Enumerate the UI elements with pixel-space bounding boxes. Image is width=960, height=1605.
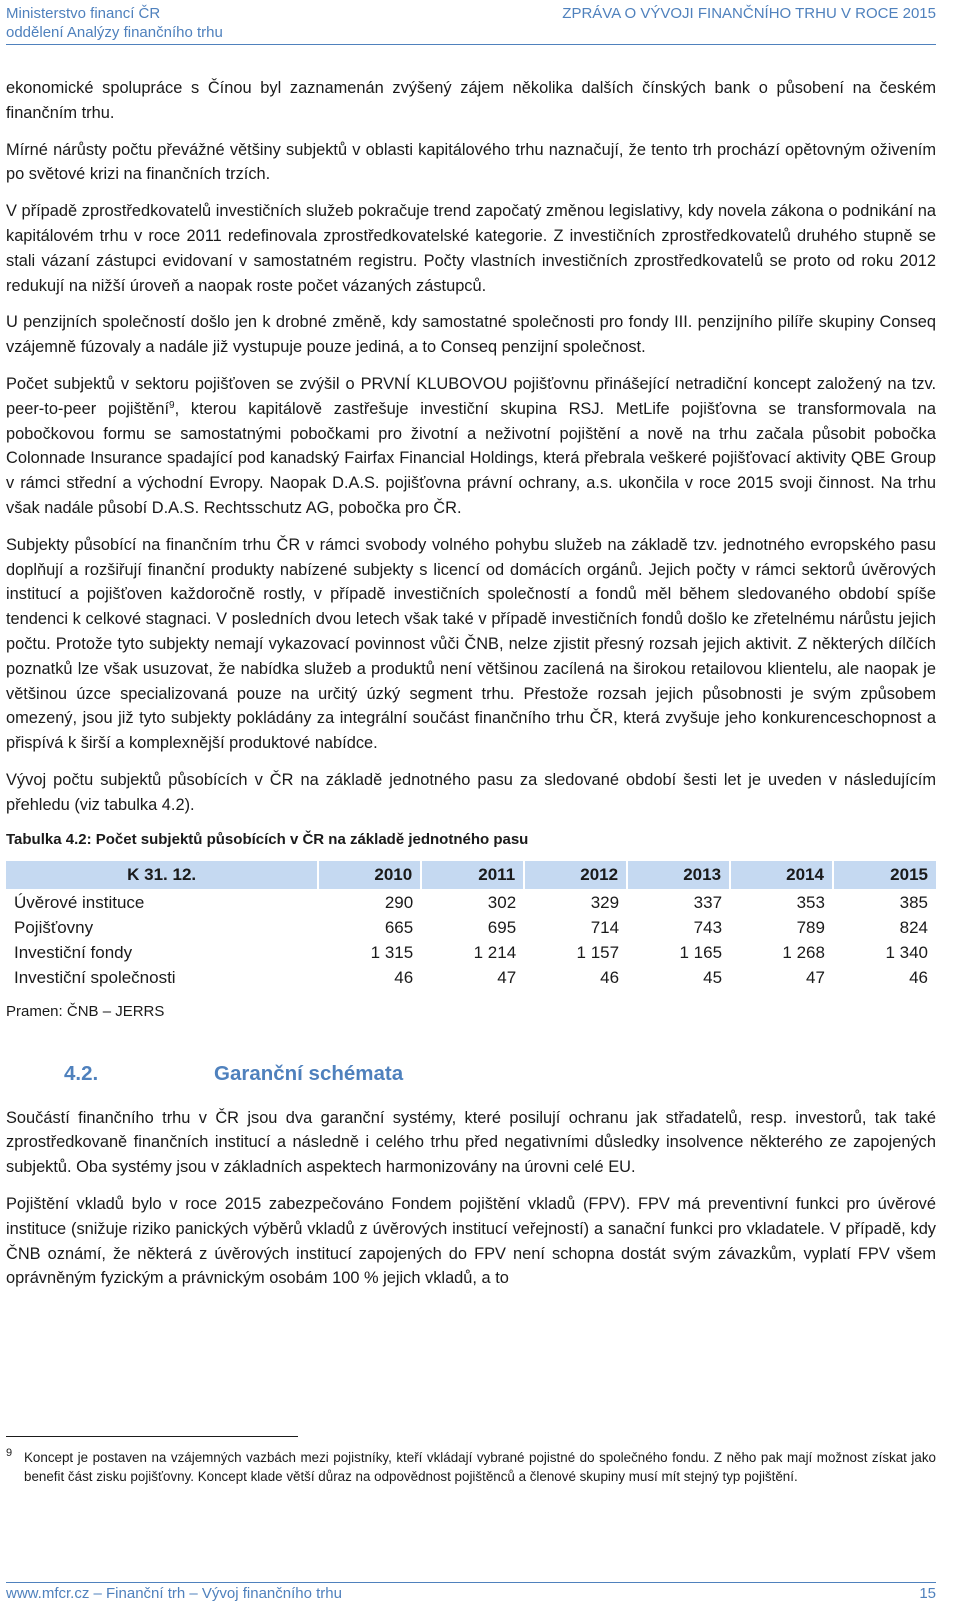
table-row	[6, 966, 936, 991]
table-row	[6, 890, 936, 916]
table-header-cell: 2011	[421, 860, 524, 890]
paragraph-pension-companies: U penzijních společností došlo jen k drobné změně, kdy samostatné společnosti pro fondy III. penzijního pilíře skupiny Conseq vzájemně fúzovaly a nadále již vystupuje pouze jediná, a to Conseq penzijní společnost.	[6, 313, 936, 357]
table-cell: 665	[384, 918, 414, 938]
table-cell: 1 268	[782, 943, 825, 963]
table-header-cell: 2012	[524, 860, 627, 890]
page-content	[6, 76, 936, 1303]
table-cell: 714	[590, 918, 620, 938]
table-cell: 1 315	[370, 943, 414, 963]
table-header-cell: 2010	[318, 860, 421, 890]
passport-entities-table	[6, 860, 936, 991]
paragraph-china-banks: ekonomické spolupráce s Čínou byl zaznamenán zvýšený zájem několika dalších čínských bank o působení na českém finančním trhu.	[6, 79, 936, 122]
table-cell: 46	[394, 968, 414, 988]
page-header	[6, 2, 936, 45]
insurers-text-a: Počet subjektů v sektoru pojišťoven se zvýšil o PRVNÍ KLUBOVOU pojišťovnu přinášející netradiční koncept založený na tzv. peer-to-peer pojištění	[6, 374, 936, 418]
table-cell: 290	[384, 893, 414, 913]
table-cell: 46	[600, 968, 620, 988]
table-cell: 743	[693, 918, 723, 938]
table-cell: 47	[806, 968, 825, 988]
insurers-text-b: , kterou kapitálově zastřešuje investiční skupina RSJ. MetLife pojišťovna se transformovala na pobočkovou formu se samostatnými pobočkami pro životní a neživotní pojištění a nově na trhu začala působit pobočka Colonnade Insurance spadající pod kanadský Fairfax Financial Holdings, která přebrala veškeré pojišťovací aktivity QBE Group v rámci střední a východní Evropy. Naopak D.A.S. pojišťovna právní ochrany, a.s. ukončila v roce 2015 svoji činnost. Na trhu však nadále působí D.A.S. Rechtsschutz AG, pobočka pro ČR.	[6, 399, 936, 517]
table-header-row	[6, 860, 936, 890]
paragraph-insurers	[6, 372, 936, 521]
table-cell: 1 340	[885, 943, 928, 963]
table-cell: 47	[497, 968, 517, 988]
paragraph-capital-market: Mírné nárůsty počtu převážné většiny subjektů v oblasti kapitálového trhu naznačují, že tento trh prochází opětovným oživením po světové krizi na finančních trzích.	[6, 140, 936, 184]
section-number: 4.2.	[64, 1061, 99, 1085]
table-cell: Investiční společnosti	[14, 968, 176, 988]
table-cell: 385	[899, 893, 928, 913]
table-cell: Pojišťovny	[14, 918, 94, 938]
footnote-text: Koncept je postaven na vzájemných vazbách mezi pojistníky, kteří vkládají vybrané pojistné do společného fondu. Z něho pak mají možnost získat jako benefit část zisku pojišťovny. Koncept klade větší důraz na odpovědnost pojištěnců a členové skupiny musí mít stejný typ pojištění.	[24, 1450, 936, 1484]
table-row	[6, 941, 936, 966]
table-cell: 789	[796, 918, 825, 938]
table-cell: 695	[487, 918, 517, 938]
page-footer	[6, 1582, 936, 1603]
table-cell: 1 214	[473, 943, 517, 963]
header-report-title: ZPRÁVA O VÝVOJI FINANČNÍHO TRHU V ROCE 2015	[562, 5, 936, 22]
table-cell: 45	[703, 968, 723, 988]
table-cell: Investiční fondy	[14, 943, 133, 963]
table-cell: 1 157	[576, 943, 620, 963]
paragraph-intermediaries: V případě zprostředkovatelů investičních služeb pokračuje trend započatý změnou legislativy, kdy novela zákona o podnikání na kapitálovém trhu v roce 2011 redefinovala zprostředkovatelské kategorie. Z investičních zprostředkovatelů druhého stupně se stali vázaní zástupci evidovaní v samostatném registru. Počty vlastních investičních zprostředkovatelů se proto od roku 2012 redukují na nižší úroveň a naopak roste počet vázaných zástupců.	[6, 202, 936, 295]
table-cell: 337	[693, 893, 723, 913]
table-cell: 353	[796, 893, 825, 913]
table-row	[6, 916, 936, 941]
table-cell: 302	[487, 893, 517, 913]
header-ministry: Ministerstvo financí ČR	[6, 5, 161, 22]
paragraph-deposit-insurance: Pojištění vkladů bylo v roce 2015 zabezpečováno Fondem pojištění vkladů (FPV). FPV má preventivní funkci pro úvěrové instituce (snižuje riziko panických výběrů vkladů z úvěrových institucí veřejností) a sanační funkci pro vkladatele. V případě, kdy ČNB oznámí, že některá z úvěrových institucí zapojených do FPV není schopna dostát svým závazkům, vyplatí FPV všem oprávněným fyzickým a právnickým osobám 100 % jejich vkladů, a to	[6, 1194, 936, 1288]
table-header-cell: 2015	[833, 860, 936, 890]
table-cell: 46	[909, 968, 928, 988]
footnote-number: 9	[6, 1447, 13, 1459]
table-cell: 329	[590, 893, 620, 913]
table-caption: Tabulka 4.2: Počet subjektů působících v ČR na základě jednotného pasu	[6, 830, 529, 848]
table-header-cell: 2014	[730, 860, 833, 890]
table-cell: Úvěrové instituce	[14, 893, 145, 913]
footnote-separator	[6, 1436, 298, 1437]
table-header-cell: 2013	[627, 860, 730, 890]
footer-link[interactable]: www.mfcr.cz – Finanční trh – Vývoj finančního trhu	[6, 1585, 342, 1602]
table-source: Pramen: ČNB – JERRS	[6, 1002, 165, 1020]
section-title: Garanční schémata	[214, 1061, 404, 1085]
section-heading	[6, 1062, 936, 1090]
paragraph-guarantee-systems: Součástí finančního trhu v ČR jsou dva garanční systémy, které posilují ochranu jak střadatelů, resp. investorů, tak také zprostředkovaně finančních institucí a následně i celého trhu před negativními důsledky insolvence některého ze zapojených subjektů. Oba systémy jsou v základních aspektech harmonizovány na úrovni celé EU.	[6, 1108, 936, 1177]
table-cell: 1 165	[679, 943, 723, 963]
paragraph-single-passport: Subjekty působící na finančním trhu ČR v rámci svobody volného pohybu služeb na základě tzv. jednotného evropského pasu doplňují a rozšiřují finanční produkty nabízené subjekty s licencí od domácích orgánů. Jejich počty v rámci sektorů úvěrových institucí a pojišťoven každoročně rostly, v případě investičních společností a fondů měl během sledovaného období spíše tendenci k celkové stagnaci. V posledních dvou letech však také v případě investičních fondů došlo ke zřetelnému nárůstu jejich počtu. Protože tyto subjekty nemají vykazovací povinnost vůči ČNB, nelze zjistit přesný rozsah jejich aktivit. Z některých dílčích poznatků lze však usuzovat, že nabídka služeb a produktů není většinou zacílená na širokou retailovou klientelu, ale naopak je většinou úzce specializovaná pouze na určitý úzký segment trhu. Přestože rozsah jejich působnosti je svým způsobem omezený, jsou již tyto subjekty pokládány za integrální součást finančního trhu ČR, která zvyšuje jeho konkurenceschopnost a přispívá k širší a komplexnější produktové nabídce.	[6, 535, 936, 753]
page-number: 15	[919, 1585, 936, 1602]
table-header-cell: K 31. 12.	[6, 860, 318, 890]
table-cell: 824	[899, 918, 928, 938]
footnote-ref: 9	[169, 399, 175, 411]
header-left	[6, 4, 223, 42]
paragraph-table-intro: Vývoj počtu subjektů působících v ČR na základě jednotného pasu za sledované období šesti let je uveden v následujícím přehledu (viz tabulka 4.2).	[6, 770, 936, 814]
footnote	[6, 1448, 936, 1486]
header-department: oddělení Analýzy finančního trhu	[6, 24, 223, 41]
